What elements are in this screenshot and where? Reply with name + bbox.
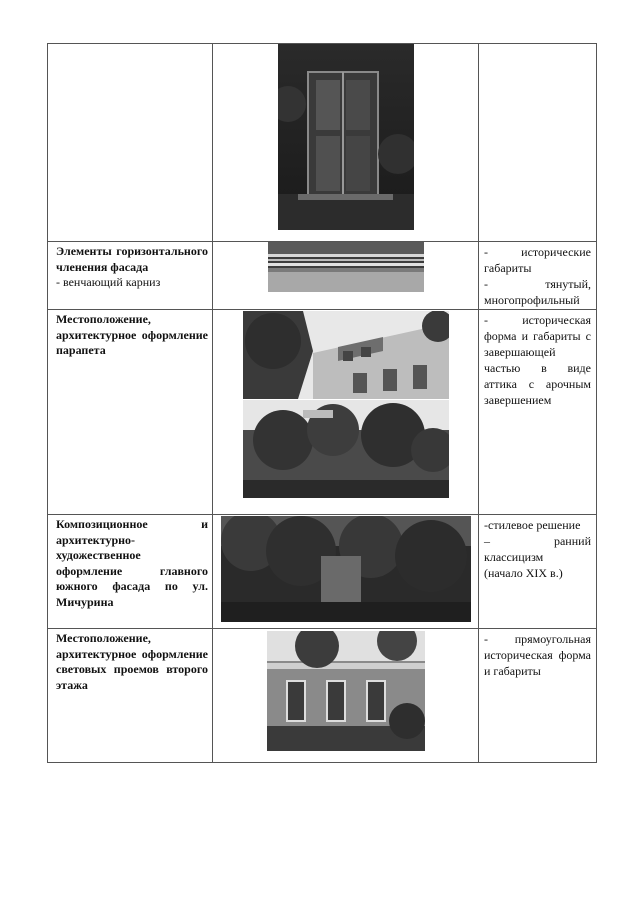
- row4-desc-line1: -стилевое решение: [484, 518, 581, 532]
- row2-desc-cell: [479, 242, 597, 310]
- table-row: [48, 629, 597, 763]
- row3-label-cell: [48, 310, 213, 515]
- table-row: [48, 242, 597, 310]
- row3-photo-cell: [213, 310, 479, 515]
- row5-label-bold: Местоположение, архитектурное оформление световых проемов второго этажа: [56, 631, 208, 692]
- facade-photo: [221, 516, 471, 622]
- row2-photo-cell: [213, 242, 479, 310]
- row1-label-cell: [48, 44, 213, 242]
- row3-label-bold: Местоположение, архитектурное оформление парапета: [56, 312, 208, 357]
- row2-label-plain: - венчающий карниз: [56, 275, 161, 289]
- row4-desc-line3: классицизм: [484, 550, 544, 564]
- table-row: [48, 44, 597, 242]
- row2-label-bold: Элементы горизонтального членения фасада: [56, 244, 208, 274]
- objects-table: [47, 43, 597, 763]
- row5-photo-cell: [213, 629, 479, 763]
- row4-label-bold: Композиционное и архитектурно-художественное оформление главного южного фасада по ул. Мичурина: [56, 517, 208, 609]
- row3-desc: - историческая форма и габариты с завершающей частью в виде аттика с арочным завершением: [484, 313, 591, 407]
- row4-photo-cell: [213, 515, 479, 629]
- cornice-photo: [268, 242, 424, 292]
- row4-desc-line4: (начало XIX в.): [484, 566, 563, 580]
- row5-label-cell: [48, 629, 213, 763]
- row4-desc-cell: [479, 515, 597, 629]
- row1-photo-cell: [213, 44, 479, 242]
- row2-label-cell: [48, 242, 213, 310]
- table-row: [48, 515, 597, 629]
- row2-desc-line2: габариты: [484, 261, 532, 275]
- row2-desc-line4: многопрофильный: [484, 293, 580, 307]
- row4-desc-line2: – ранний: [484, 534, 591, 548]
- row1-desc-cell: [479, 44, 597, 242]
- windows-photo: [267, 631, 425, 751]
- table-row: [48, 310, 597, 515]
- row2-desc-line1: - исторические: [484, 245, 591, 259]
- row2-desc-line3: - тянутый,: [484, 277, 591, 291]
- row3-desc-cell: [479, 310, 597, 515]
- row4-label-cell: [48, 515, 213, 629]
- window-photo: [278, 44, 414, 230]
- row5-desc-cell: [479, 629, 597, 763]
- row5-desc: - прямоугольная историческая форма и габариты: [484, 632, 591, 678]
- parapet-photo-bottom: [243, 400, 449, 498]
- parapet-photo-top: [243, 311, 449, 399]
